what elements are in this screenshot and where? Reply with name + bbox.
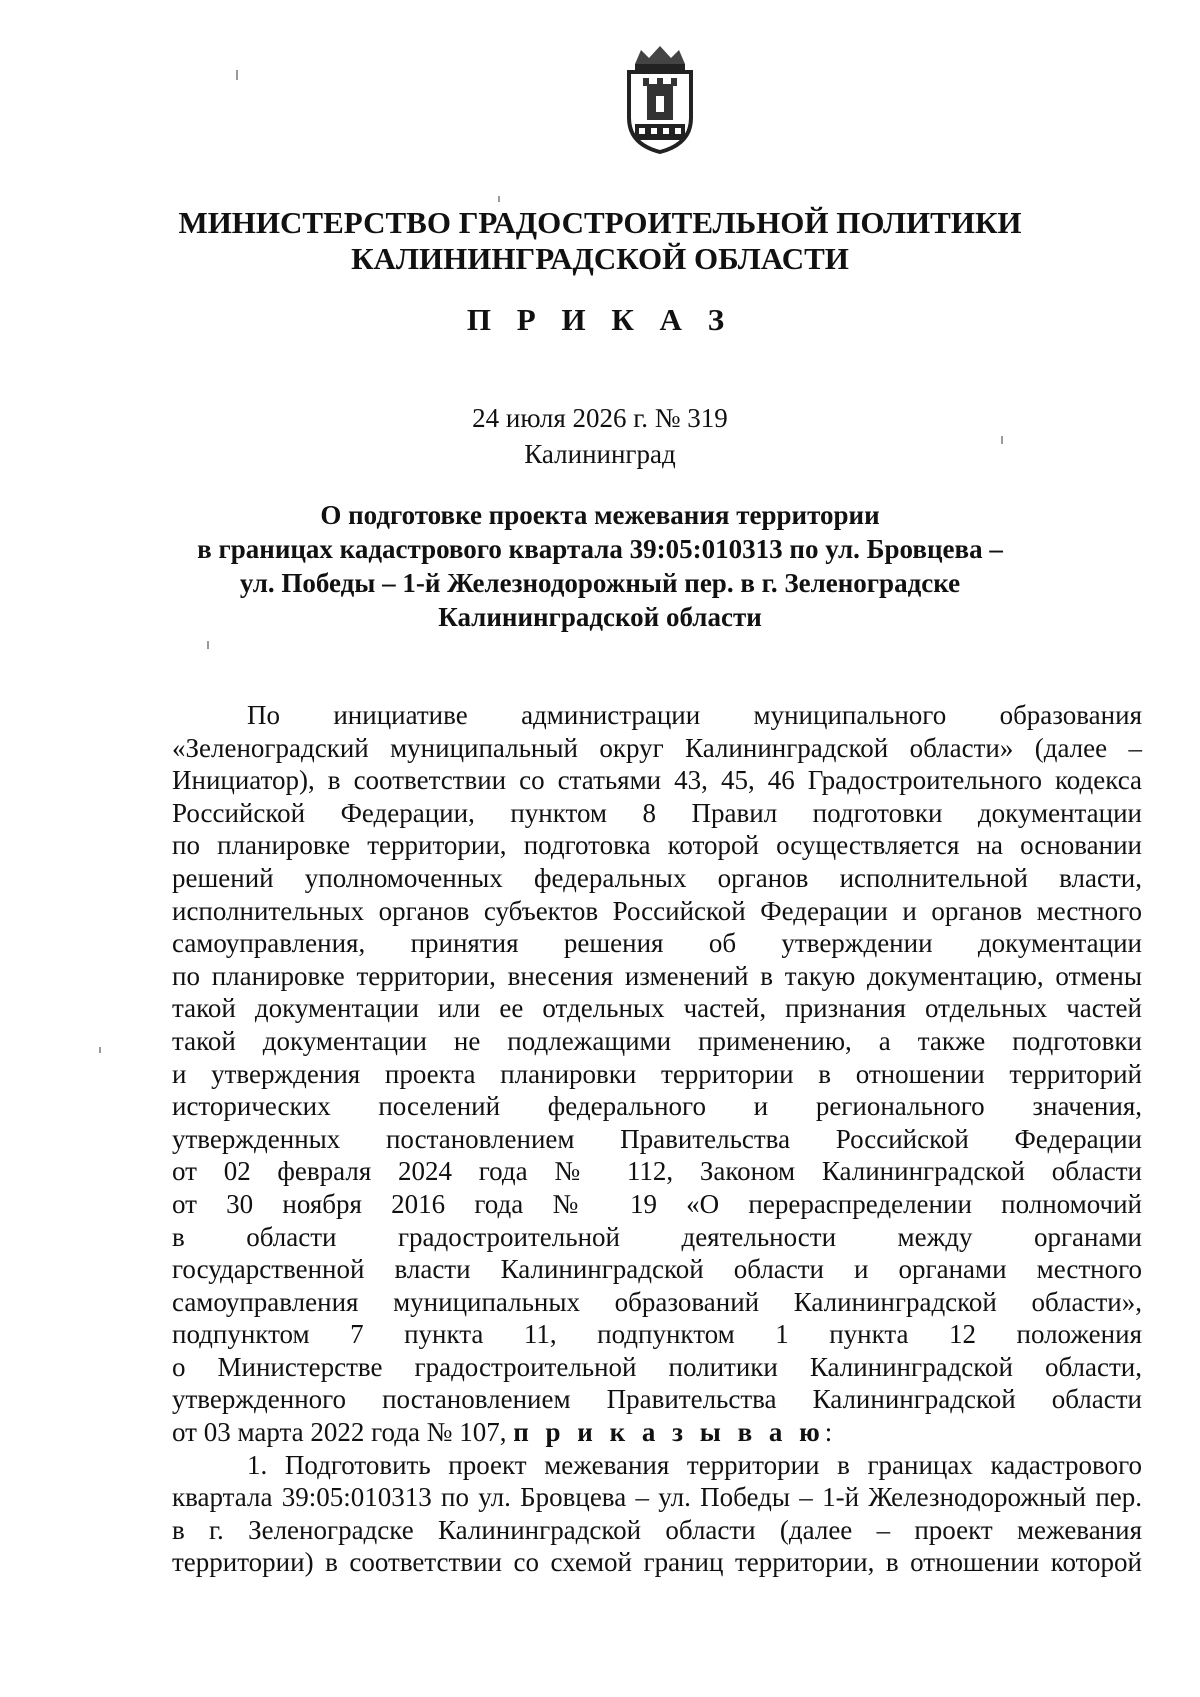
body-line: подпунктом 7 пункта 11, подпунктом 1 пункта 12 положения: [172, 1319, 1142, 1350]
ministry-line-2: КАЛИНИНГРАДСКОЙ ОБЛАСТИ: [351, 241, 849, 276]
body-line: о Министерстве градостроительной политики Калининградской области,: [172, 1351, 1142, 1382]
order-subject: [0, 498, 1200, 634]
body-line: и утверждения проекта планировки территории в отношении территорий: [172, 1058, 1142, 1089]
body-line: решений уполномоченных федеральных органов исполнительной власти,: [172, 862, 1142, 893]
body-line: по планировке территории, внесения изменений в такую документацию, отмены: [172, 960, 1142, 991]
body-line: по планировке территории, подготовка которой осуществляется на основании: [172, 830, 1142, 861]
body-line: такой документации не подлежащими применению, а также подготовки: [172, 1025, 1142, 1056]
scan-mark: [207, 641, 209, 649]
order-verb: п р и к а з ы в а ю: [513, 1417, 825, 1448]
body-line: исполнительных органов субъектов Российской Федерации и органов местного: [172, 895, 1142, 926]
body-line: в области градостроительной деятельности между органами: [172, 1221, 1142, 1252]
ministry-line-1: МИНИСТЕРСТВО ГРАДОСТРОИТЕЛЬНОЙ ПОЛИТИКИ: [178, 205, 1022, 240]
subject-line: Калининградской области: [438, 602, 762, 632]
order-colon: :: [824, 1417, 833, 1448]
scan-mark: [498, 196, 500, 202]
subject-line: в границах кадастрового квартала 39:05:010313 по ул. Бровцева –: [197, 534, 1003, 564]
body-line: 1. Подготовить проект межевания территории в границах кадастрового: [247, 1449, 1142, 1480]
body-line: Инициатор), в соответствии со статьями 43, 45, 46 Градостроительного кодекса: [172, 765, 1142, 796]
body-line: Российской Федерации, пунктом 8 Правил подготовки документации: [172, 797, 1142, 828]
scan-mark: [1001, 436, 1003, 444]
body-line: По инициативе администрации муниципального образования: [247, 700, 1142, 730]
body-line: от 02 февраля 2024 года № 112, Законом Калининградской области: [172, 1156, 1142, 1187]
order-title: П Р И К А З: [466, 302, 734, 337]
order-date-number: 24 июля 2026 г. № 319: [472, 403, 728, 433]
ministry-name: [0, 205, 1200, 277]
body-line: утвержденных постановлением Правительства Российской Федерации: [172, 1123, 1142, 1154]
body-line: такой документации или ее отдельных частей, признания отдельных частей: [172, 993, 1142, 1024]
body-line: самоуправления муниципальных образований Калининградской области»,: [172, 1286, 1142, 1317]
body-line: государственной власти Калининградской области и органами местного: [172, 1254, 1142, 1285]
body-line: от 30 ноября 2016 года № 19 «О перераспределении полномочий: [172, 1188, 1142, 1219]
subject-line: О подготовке проекта межевания территории: [320, 500, 880, 530]
body-line: территории) в соответствии со схемой границ территории, в отношении которой: [172, 1547, 1142, 1578]
body-line: в г. Зеленоградске Калининградской области (далее – проект межевания: [172, 1514, 1142, 1545]
scan-mark: [236, 70, 238, 80]
scan-mark: [99, 1047, 101, 1053]
subject-line: ул. Победы – 1-й Железнодорожный пер. в г. Зеленоградске: [239, 568, 961, 598]
body-line-order-clause: [172, 1416, 1142, 1449]
order-city: Калининград: [524, 439, 676, 469]
body-line: исторических поселений федерального и регионального значения,: [172, 1091, 1142, 1122]
body-line: утвержденного постановлением Правительства Калининградской области: [172, 1384, 1142, 1415]
order-body: [172, 699, 1142, 1579]
body-line: квартала 39:05:010313 по ул. Бровцева – ул. Победы – 1-й Железнодорожный пер.: [172, 1482, 1142, 1513]
body-line: самоуправления, принятия решения об утверждении документации: [172, 928, 1142, 959]
coat-of-arms-icon: [617, 44, 703, 156]
body-line-text: от 03 марта 2022 года № 107,: [172, 1417, 507, 1448]
body-line: «Зеленоградский муниципальный округ Калининградской области» (далее –: [172, 732, 1142, 763]
